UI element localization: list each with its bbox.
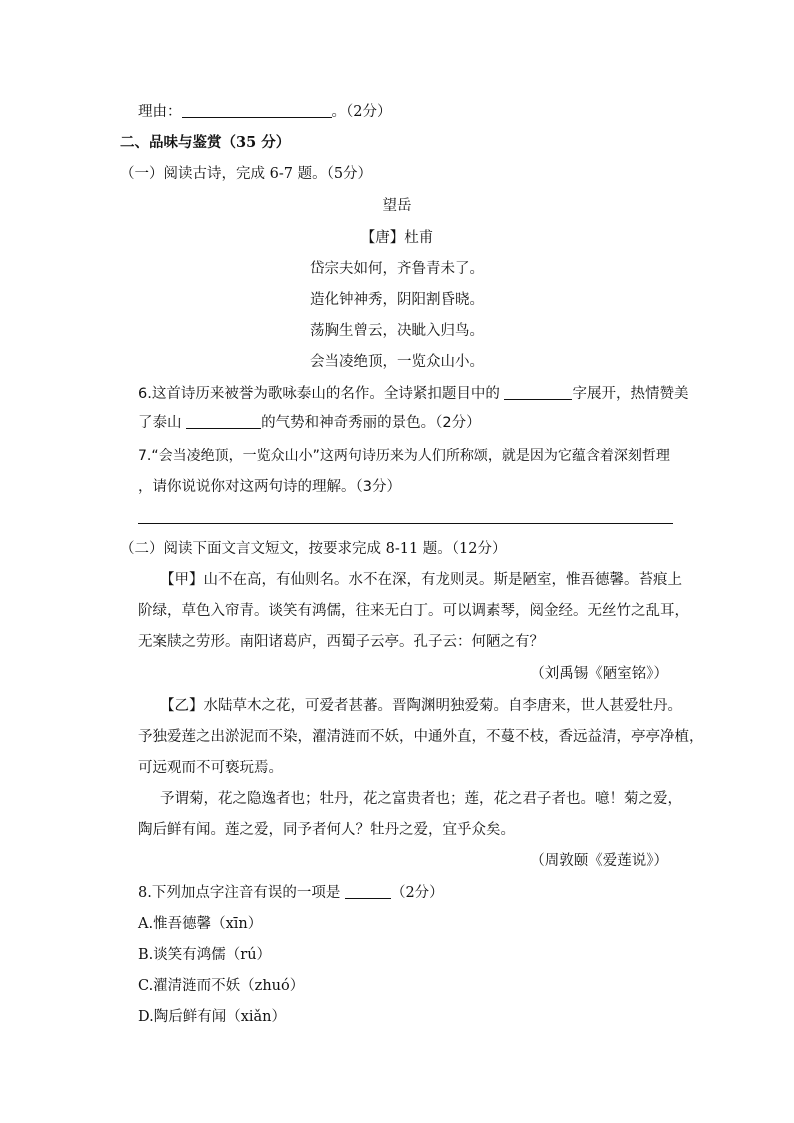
jia-line: 【甲】山不在高，有仙则名。水不在深，有龙则灵。斯是陋室，惟吾德馨。苔痕上 — [160, 572, 682, 588]
q7-line1: 7.“会当凌绝顶，一览众山小”这两句诗历来为人们所称颂，就是因为它蕴含着深刻哲理 — [138, 448, 670, 464]
q6-blank-2[interactable] — [186, 414, 261, 429]
q7-line2: ，请你说说你对这两句诗的理解。（3分） — [138, 479, 401, 495]
q5-reason-line — [138, 102, 391, 122]
yi-line: 【乙】水陆草木之花，可爱者甚蕃。晋陶渊明独爱菊。自李唐来，世人甚爱牡丹。 — [160, 698, 682, 714]
q8-points: （2分） — [390, 885, 444, 901]
q5-reason-suffix: 。（2分） — [331, 104, 392, 120]
q6-text-a: 6.这首诗历来被誉为歌咏泰山的名作。全诗紧扣题目中的 — [138, 386, 505, 402]
poem-author: 【唐】杜甫 — [360, 230, 434, 246]
q8-stem: 8.下列加点字注音有误的一项是 — [138, 885, 345, 901]
q6-line1 — [138, 384, 688, 404]
poem-line: 会当凌绝顶，一览众山小。 — [310, 354, 484, 370]
jia-source: （刘禹锡《陋室铭》） — [530, 666, 668, 682]
q6-line2 — [138, 413, 481, 433]
yi-line: 可远观而不可亵玩焉。 — [138, 760, 283, 776]
q8-option-c[interactable]: C.濯清涟而不妖（zhuó） — [138, 978, 305, 994]
yi-line: 予谓菊，花之隐逸者也；牡丹，花之富贵者也；莲，花之君子者也。噫！菊之爱， — [160, 791, 682, 807]
q5-reason-answer-blank[interactable] — [182, 103, 332, 118]
section2-heading: 二、品味与鉴赏（35 分） — [120, 134, 291, 151]
part2-intro: （二）阅读下面文言文短文，按要求完成 8-11 题。（12分） — [120, 541, 507, 557]
q8-option-b[interactable]: B.谈笑有鸿儒（rú） — [138, 947, 272, 963]
q7-answer-line[interactable] — [138, 523, 673, 524]
q8-option-a[interactable]: A.惟吾德馨（xīn） — [138, 916, 263, 932]
q8-stem-line — [138, 883, 444, 903]
jia-line: 无案牍之劳形。南阳诸葛庐，西蜀子云亭。孔子云：何陋之有？ — [138, 634, 544, 650]
q8-option-d[interactable]: D.陶后鲜有闻（xiǎn） — [138, 1009, 287, 1025]
q5-reason-label: 理由： — [138, 104, 182, 120]
poem-line: 荡胸生曾云，决眦入归鸟。 — [310, 323, 484, 339]
q6-text-b: 字展开，热情赞美 — [572, 386, 689, 402]
poem-line: 岱宗夫如何，齐鲁青未了。 — [310, 261, 484, 277]
poem-line: 造化钟神秀，阴阳割昏晓。 — [310, 292, 484, 308]
part1-intro: （一）阅读古诗，完成 6-7 题。（5分） — [120, 166, 373, 182]
poem-title: 望岳 — [382, 198, 412, 214]
jia-line: 阶绿，草色入帘青。谈笑有鸿儒，往来无白丁。可以调素琴，阅金经。无丝竹之乱耳， — [138, 603, 689, 619]
q6-text-d: 的气势和神奇秀丽的景色。（2分） — [261, 415, 481, 431]
q6-blank-1[interactable] — [504, 385, 572, 400]
q6-text-c: 了泰山 — [138, 415, 187, 431]
yi-line: 陶后鲜有闻。莲之爱，同予者何人？牡丹之爱，宜乎众矣。 — [138, 822, 515, 838]
yi-line: 予独爱莲之出淤泥而不染，濯清涟而不妖，中通外直，不蔓不枝，香远益清，亭亭净植， — [138, 729, 704, 745]
q8-answer-blank[interactable] — [345, 884, 391, 899]
yi-source: （周敦颐《爱莲说》） — [530, 853, 668, 869]
